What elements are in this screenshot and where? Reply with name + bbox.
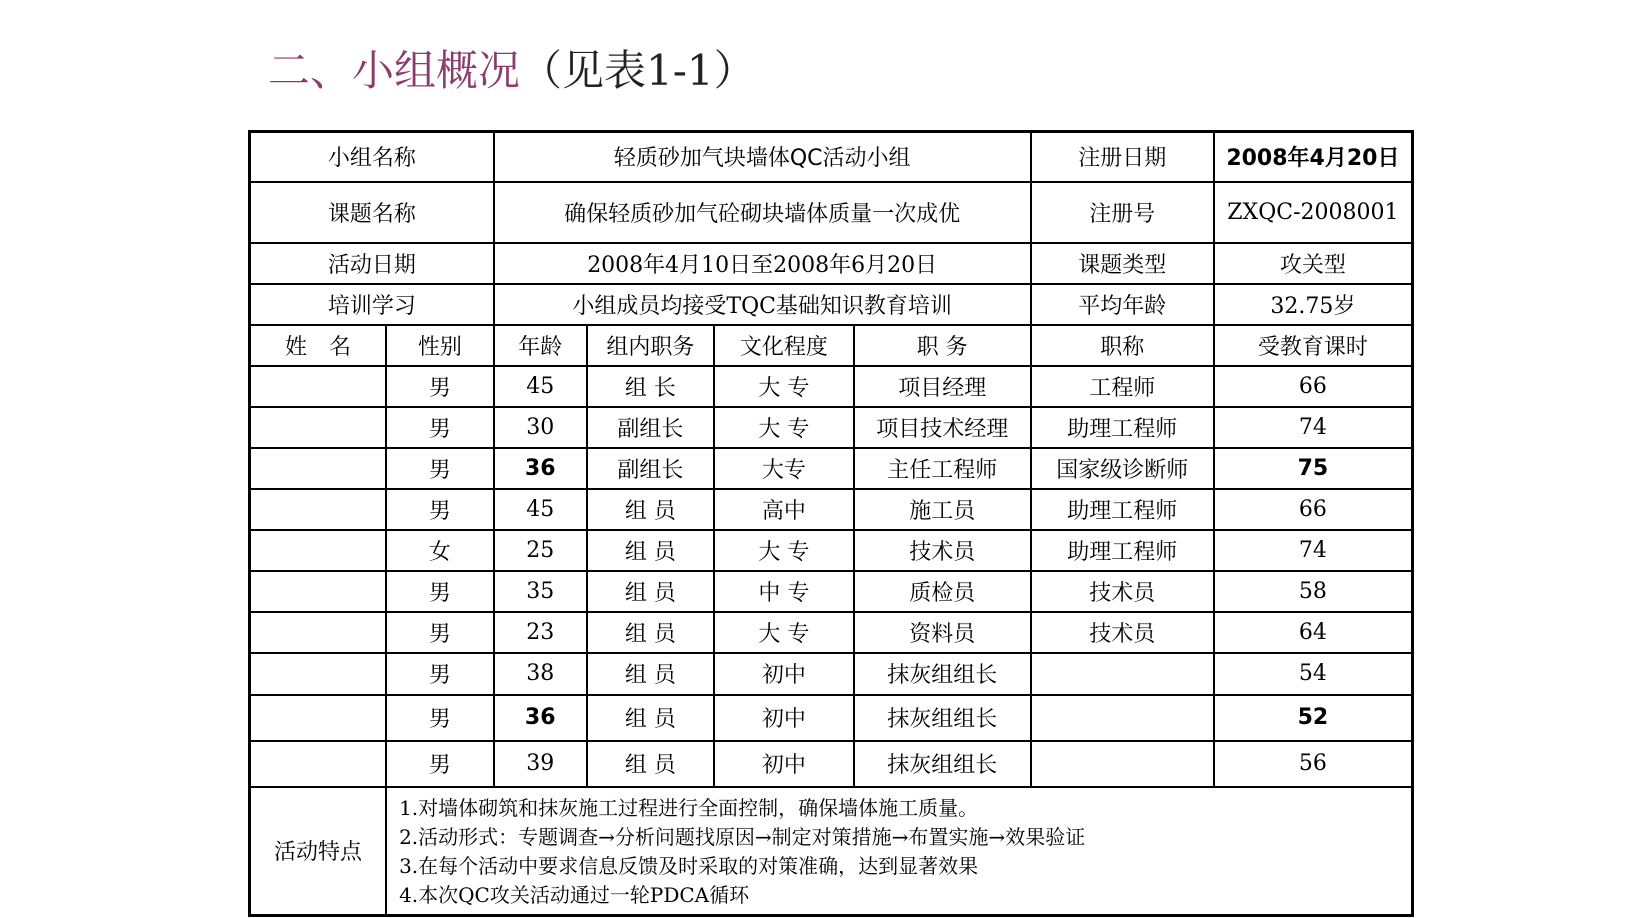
- cell-role: 组 员: [587, 612, 714, 653]
- cell-position: 项目经理: [854, 366, 1031, 407]
- cell-position: 技术员: [854, 530, 1031, 571]
- cell-age: 30: [494, 407, 587, 448]
- cell-hours: 75: [1214, 448, 1413, 489]
- table-row: [250, 653, 1413, 695]
- col-header-education: 文化程度: [714, 325, 854, 366]
- cell-name: [250, 489, 387, 530]
- cell-hours: 66: [1214, 489, 1413, 530]
- header-row-training: [250, 284, 1413, 325]
- cell-age: 25: [494, 530, 587, 571]
- features-row: [250, 787, 1413, 916]
- cell-role: 组 员: [587, 653, 714, 695]
- cell-age: 45: [494, 489, 587, 530]
- label-training: 培训学习: [250, 284, 494, 325]
- feature-line: 3.在每个活动中要求信息反馈及时采取的对策准确，达到显著效果: [399, 853, 979, 878]
- header-row-topic: [250, 182, 1413, 243]
- cell-age: 35: [494, 571, 587, 612]
- cell-title: 工程师: [1031, 366, 1214, 407]
- feature-line: 4.本次QC攻关活动通过一轮PDCA循环: [399, 882, 750, 907]
- value-topic-type: 攻关型: [1214, 243, 1413, 284]
- table-row: [250, 741, 1413, 787]
- cell-position: 施工员: [854, 489, 1031, 530]
- cell-gender: 女: [386, 530, 494, 571]
- cell-name: [250, 653, 387, 695]
- label-register-date: 注册日期: [1031, 132, 1214, 182]
- col-header-age: 年龄: [494, 325, 587, 366]
- cell-role: 组 员: [587, 489, 714, 530]
- cell-education: 初中: [714, 695, 854, 741]
- cell-gender: 男: [386, 407, 494, 448]
- cell-education: 初中: [714, 653, 854, 695]
- feature-line: 2.活动形式：专题调查→分析问题找原因→制定对策措施→布置实施→效果验证: [399, 824, 1086, 849]
- header-row-group-name: [250, 132, 1413, 182]
- cell-position: 抹灰组组长: [854, 653, 1031, 695]
- cell-position: 项目技术经理: [854, 407, 1031, 448]
- label-topic-name: 课题名称: [250, 182, 494, 243]
- cell-title: 技术员: [1031, 612, 1214, 653]
- group-overview-table: [248, 130, 1414, 917]
- cell-hours: 54: [1214, 653, 1413, 695]
- cell-hours: 74: [1214, 407, 1413, 448]
- cell-gender: 男: [386, 489, 494, 530]
- table-row: [250, 366, 1413, 407]
- value-average-age: 32.75岁: [1214, 284, 1413, 325]
- cell-title: [1031, 653, 1214, 695]
- label-group-name: 小组名称: [250, 132, 494, 182]
- column-header-row: [250, 325, 1413, 366]
- cell-age: 38: [494, 653, 587, 695]
- cell-role: 副组长: [587, 448, 714, 489]
- table-row: [250, 489, 1413, 530]
- label-topic-type: 课题类型: [1031, 243, 1214, 284]
- cell-name: [250, 407, 387, 448]
- cell-hours: 52: [1214, 695, 1413, 741]
- value-activity-date: 2008年4月10日至2008年6月20日: [494, 243, 1031, 284]
- cell-name: [250, 695, 387, 741]
- cell-position: 资料员: [854, 612, 1031, 653]
- title-ref: （见表1-1）: [520, 46, 756, 95]
- cell-education: 中 专: [714, 571, 854, 612]
- col-header-role: 组内职务: [587, 325, 714, 366]
- cell-gender: 男: [386, 448, 494, 489]
- header-row-activity-date: [250, 243, 1413, 284]
- cell-name: [250, 741, 387, 787]
- cell-hours: 64: [1214, 612, 1413, 653]
- cell-name: [250, 448, 387, 489]
- cell-education: 初中: [714, 741, 854, 787]
- cell-title: 助理工程师: [1031, 407, 1214, 448]
- cell-education: 高中: [714, 489, 854, 530]
- value-group-name: 轻质砂加气块墙体QC活动小组: [494, 132, 1031, 182]
- cell-position: 主任工程师: [854, 448, 1031, 489]
- features-list: [386, 787, 1412, 916]
- table-row: [250, 612, 1413, 653]
- cell-age: 36: [494, 448, 587, 489]
- label-average-age: 平均年龄: [1031, 284, 1214, 325]
- value-topic-name: 确保轻质砂加气砼砌块墙体质量一次成优: [494, 182, 1031, 243]
- cell-name: [250, 612, 387, 653]
- cell-hours: 58: [1214, 571, 1413, 612]
- value-register-date: 2008年4月20日: [1214, 132, 1413, 182]
- cell-hours: 56: [1214, 741, 1413, 787]
- table-row: [250, 448, 1413, 489]
- cell-education: 大 专: [714, 612, 854, 653]
- label-activity-date: 活动日期: [250, 243, 494, 284]
- cell-gender: 男: [386, 366, 494, 407]
- cell-role: 组 长: [587, 366, 714, 407]
- cell-gender: 男: [386, 653, 494, 695]
- value-training: 小组成员均接受TQC基础知识教育培训: [494, 284, 1031, 325]
- cell-hours: 66: [1214, 366, 1413, 407]
- cell-position: 抹灰组组长: [854, 741, 1031, 787]
- cell-title: [1031, 741, 1214, 787]
- col-header-name: 姓 名: [250, 325, 387, 366]
- cell-title: 技术员: [1031, 571, 1214, 612]
- cell-position: 质检员: [854, 571, 1031, 612]
- cell-position: 抹灰组组长: [854, 695, 1031, 741]
- cell-education: 大 专: [714, 407, 854, 448]
- cell-role: 组 员: [587, 571, 714, 612]
- cell-name: [250, 366, 387, 407]
- cell-gender: 男: [386, 741, 494, 787]
- cell-role: 组 员: [587, 530, 714, 571]
- cell-age: 23: [494, 612, 587, 653]
- cell-education: 大专: [714, 448, 854, 489]
- cell-education: 大 专: [714, 366, 854, 407]
- col-header-gender: 性别: [386, 325, 494, 366]
- feature-line: 1.对墙体砌筑和抹灰施工过程进行全面控制，确保墙体施工质量。: [399, 795, 979, 820]
- cell-title: 助理工程师: [1031, 530, 1214, 571]
- cell-age: 39: [494, 741, 587, 787]
- col-header-hours: 受教育课时: [1214, 325, 1413, 366]
- table-row: [250, 571, 1413, 612]
- cell-gender: 男: [386, 571, 494, 612]
- table-row: [250, 695, 1413, 741]
- cell-role: 组 员: [587, 741, 714, 787]
- title-main: 二、小组概况: [268, 46, 521, 95]
- cell-title: 国家级诊断师: [1031, 448, 1214, 489]
- value-register-no: ZXQC-2008001: [1214, 182, 1413, 243]
- table-row: [250, 407, 1413, 448]
- cell-hours: 74: [1214, 530, 1413, 571]
- cell-education: 大 专: [714, 530, 854, 571]
- cell-age: 45: [494, 366, 587, 407]
- features-label: 活动特点: [250, 787, 387, 916]
- col-header-title: 职称: [1031, 325, 1214, 366]
- cell-role: 组 员: [587, 695, 714, 741]
- col-header-position: 职 务: [854, 325, 1031, 366]
- cell-gender: 男: [386, 612, 494, 653]
- table-row: [250, 530, 1413, 571]
- cell-gender: 男: [386, 695, 494, 741]
- page-title: [268, 40, 756, 102]
- cell-title: [1031, 695, 1214, 741]
- cell-name: [250, 530, 387, 571]
- cell-age: 36: [494, 695, 587, 741]
- cell-role: 副组长: [587, 407, 714, 448]
- cell-title: 助理工程师: [1031, 489, 1214, 530]
- label-register-no: 注册号: [1031, 182, 1214, 243]
- cell-name: [250, 571, 387, 612]
